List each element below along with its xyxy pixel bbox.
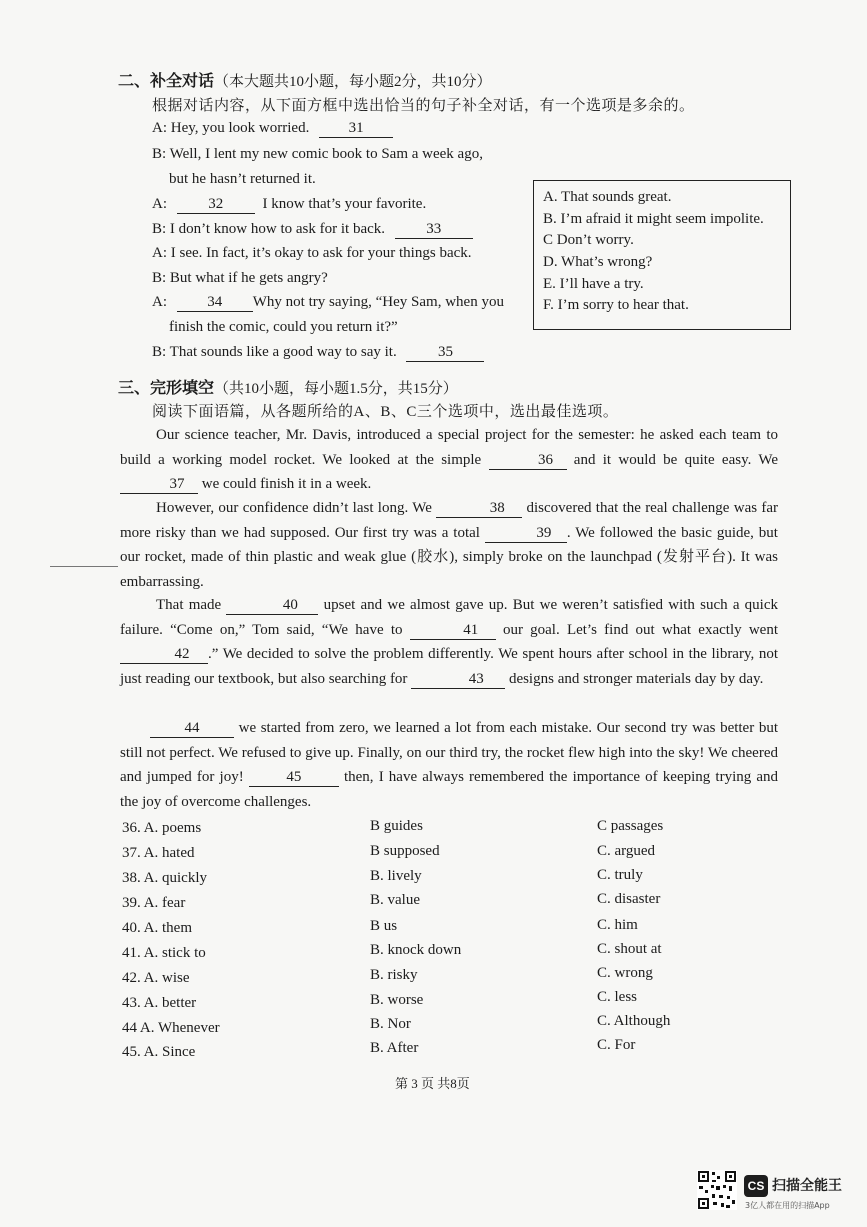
- question-option: B us: [370, 918, 398, 934]
- answer-blank: 38: [436, 500, 522, 518]
- answer-blank: 39: [485, 525, 567, 543]
- options-box: [533, 180, 791, 330]
- question-option: B. After: [370, 1040, 419, 1056]
- watermark-tagline: 3亿人都在用的扫描App: [745, 1201, 830, 1210]
- option-b: B. I’m afraid it might seem impolite.: [543, 211, 764, 227]
- question-option: C. Although: [597, 1013, 671, 1029]
- passage-paragraph-3: [120, 593, 778, 691]
- passage-paragraph-1: [120, 423, 778, 497]
- section-3-title: 三、完形填空: [118, 380, 215, 397]
- option-c: C Don’t worry.: [543, 232, 634, 248]
- question-option: C. argued: [597, 843, 656, 859]
- option-d: D. What’s wrong?: [543, 254, 653, 270]
- question-option: C. shout at: [597, 941, 662, 957]
- dialogue-line: B: But what if he gets angry?: [152, 270, 328, 286]
- passage-text: discovered that the real challenge was far more risky than we had supposed. Our first try was a total: [120, 500, 779, 541]
- question-option: C. him: [597, 917, 638, 933]
- section-2-note: （本大题共10小题，每小题2分，共10分）: [214, 74, 492, 90]
- dialogue-line: but he hasn’t returned it.: [169, 171, 316, 187]
- dialogue-text: B: That sounds like a good way to say it.: [152, 344, 397, 360]
- passage-text: However, our confidence didn’t last long. We: [156, 500, 432, 516]
- section-3-instruction: 阅读下面语篇，从各题所给的A、B、C三个选项中，选出最佳选项。: [152, 404, 619, 420]
- section-2-heading: [118, 68, 492, 91]
- answer-blank: 36: [489, 452, 567, 470]
- answer-blank: 40: [226, 597, 318, 615]
- section-3-note: （共10小题，每小题1.5分，共15分）: [214, 381, 458, 397]
- dialogue-text: B: I don’t know how to ask for it back.: [152, 221, 386, 237]
- passage-text: That made: [156, 597, 222, 613]
- question-option: B. worse: [370, 992, 424, 1008]
- answer-blank: 32: [177, 196, 255, 214]
- passage-text: designs and stronger materials day by day.: [508, 670, 764, 687]
- question-option: C. less: [597, 989, 638, 1005]
- question-option: C. truly: [597, 867, 643, 883]
- dialogue-line: B: Well, I lent my new comic book to Sam a week ago,: [152, 146, 483, 162]
- answer-blank: 37: [120, 476, 198, 494]
- question-option: 38. A. quickly: [122, 870, 207, 886]
- option-f: F. I’m sorry to hear that.: [543, 297, 689, 313]
- passage-paragraph-2: [120, 496, 778, 594]
- answer-blank: 31: [319, 120, 393, 138]
- dialogue-text: A:: [152, 294, 167, 310]
- question-option: 39. A. fear: [122, 895, 186, 911]
- passage-text: Our science teacher, Mr. Davis, introduced a special project for the semester: he asked each team to build a working model rocket. We looked at the simple: [120, 427, 778, 468]
- dialogue-text: A:: [152, 196, 167, 212]
- question-option: C passages: [597, 818, 664, 834]
- question-option: B guides: [370, 818, 423, 834]
- question-option: B. risky: [370, 967, 418, 983]
- answer-blank: 42: [120, 646, 208, 664]
- question-option: C. disaster: [597, 891, 661, 907]
- passage-text: we could finish it in a week.: [201, 476, 372, 492]
- question-option: B. knock down: [370, 942, 462, 958]
- question-option: 36. A. poems: [122, 820, 202, 836]
- question-option: 37. A. hated: [122, 845, 195, 861]
- camscanner-logo: CS: [744, 1175, 768, 1197]
- answer-blank: 41: [410, 622, 496, 640]
- question-option: B supposed: [370, 843, 440, 859]
- answer-blank: 45: [249, 769, 339, 787]
- section-2-title: 二、补全对话: [118, 73, 215, 90]
- dialogue-line: A: I see. In fact, it’s okay to ask for your things back.: [152, 245, 472, 261]
- watermark-brand: 扫描全能王: [772, 1178, 842, 1194]
- question-option: 42. A. wise: [122, 970, 190, 986]
- dialogue-line: [152, 221, 473, 239]
- passage-text: and it would be quite easy. We: [573, 451, 778, 468]
- option-a: A. That sounds great.: [543, 189, 672, 205]
- question-option: 45. A. Since: [122, 1044, 196, 1060]
- question-option: 44 A. Whenever: [122, 1020, 220, 1036]
- passage-text: . We followed the basic guide, but our rocket, made of thin plastic and weak glue (胶水), simply broke on the launchpad (发射平台). It was embarrassing.: [120, 524, 778, 590]
- passage-text: our goal. Let’s find out what exactly went: [502, 621, 778, 638]
- passage-text: .” We decided to solve the problem differently. We spent hours after school in the library, not just reading our textbook, but also searching for: [120, 646, 778, 687]
- question-option: B. lively: [370, 868, 422, 884]
- passage-paragraph-4: [120, 716, 778, 814]
- dialogue-line: [152, 344, 484, 362]
- section-2-instruction: 根据对话内容，从下面方框中选出恰当的句子补全对话，有一个选项是多余的。: [152, 98, 695, 114]
- dialogue-line: [152, 196, 426, 214]
- question-option: 43. A. better: [122, 995, 197, 1011]
- scan-mark: [50, 566, 118, 567]
- dialogue-text: Why not try saying, “Hey Sam, when you: [252, 294, 504, 310]
- dialogue-text: I know that’s your favorite.: [262, 196, 427, 212]
- dialogue-text: A: Hey, you look worried.: [152, 120, 310, 136]
- passage-text: upset and we almost gave up. But we weren’t satisfied with such a quick failure. “Come on,” Tom said, “We have to: [120, 597, 779, 638]
- answer-blank: 35: [406, 344, 484, 362]
- section-3-heading: [118, 375, 458, 398]
- passage-text: we started from zero, we learned a lot from each mistake. Our second try was better but still not perfect. We refused to give up. Finally, on our third try, the rocket flew high into the sky! We cheered and jumped for joy!: [120, 720, 778, 785]
- question-option: 40. A. them: [122, 920, 192, 936]
- question-option: C. For: [597, 1037, 636, 1053]
- answer-blank: 44: [150, 720, 234, 738]
- passage-text: then, I have always remembered the importance of keeping trying and the joy of overcome challenges.: [120, 769, 779, 810]
- dialogue-line: [152, 120, 393, 138]
- option-e: E. I’ll have a try.: [543, 276, 644, 292]
- question-option: C. wrong: [597, 965, 653, 981]
- question-option: B. value: [370, 892, 420, 908]
- qr-code-icon: [697, 1170, 737, 1210]
- page-number: 第 3 页 共8页: [395, 1076, 470, 1091]
- dialogue-line: [152, 294, 504, 312]
- question-option: B. Nor: [370, 1016, 411, 1032]
- question-option: 41. A. stick to: [122, 945, 206, 961]
- answer-blank: 33: [395, 221, 473, 239]
- answer-blank: 43: [411, 671, 505, 689]
- dialogue-line: finish the comic, could you return it?”: [169, 319, 398, 335]
- answer-blank: 34: [177, 294, 253, 312]
